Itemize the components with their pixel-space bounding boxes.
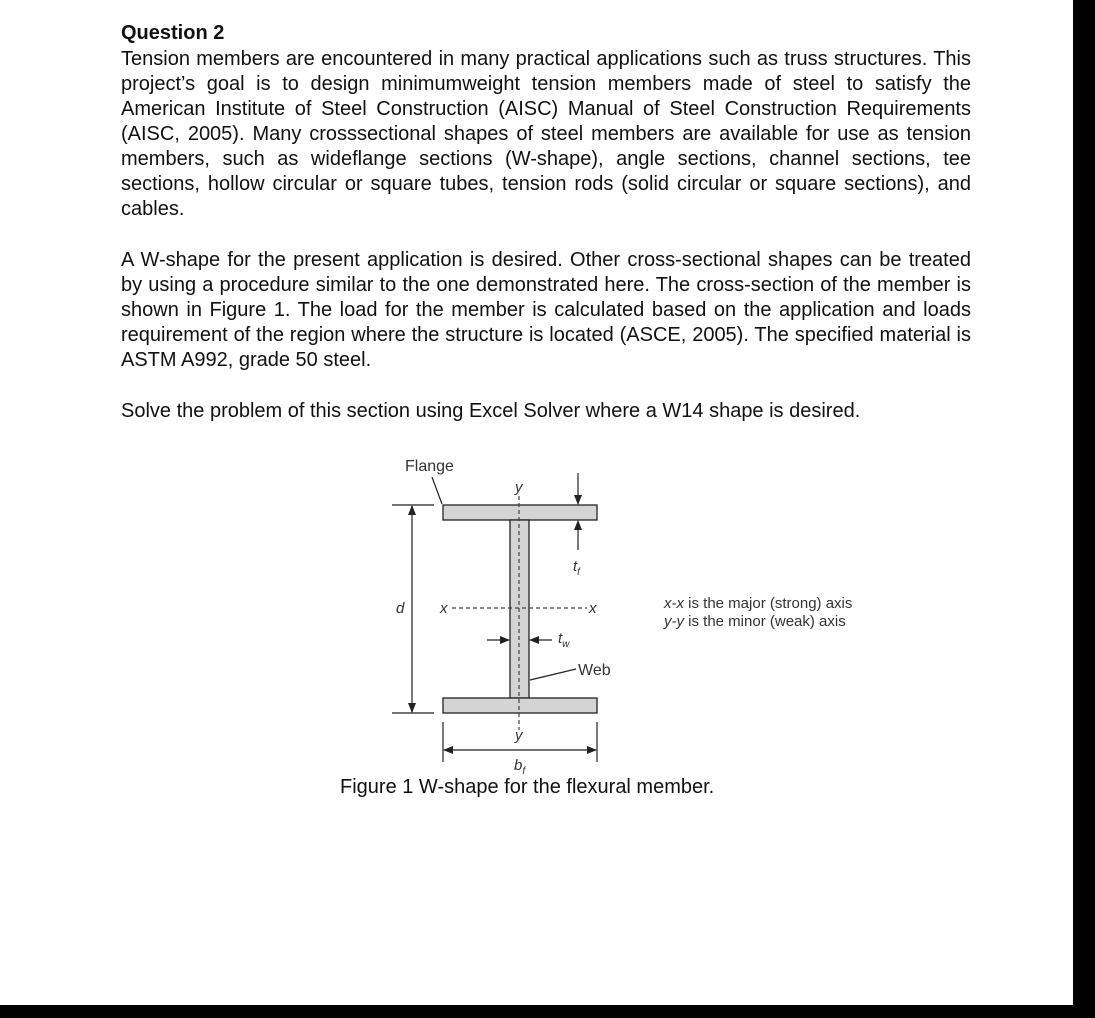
x-label-left: x <box>440 600 448 617</box>
paragraph-w-shape: A W-shape for the present application is desired. Other cross-sectional shapes can be treated by using a procedure similar to the one demonstrated here. The cross-section of the member is shown in Figure 1. The load for the member is calculated based on the application and loads requirement of the region where the structure is located (ASCE, 2005). The specified material is ASTM A992, grade 50 steel. <box>121 249 971 371</box>
paragraph-task: Solve the problem of this section using Excel Solver where a W14 shape is desired. <box>121 400 861 422</box>
web-label: Web <box>578 662 611 679</box>
y-label-bottom: y <box>515 727 523 744</box>
paragraph-intro: Tension members are encountered in many practical applications such as truss structures. This project’s goal is to design minimumweight tension members made of steel to satisfy the American Institute of Steel Construction (AISC) Manual of Steel Construction Requirements (AISC, 2005). Many crosssectional shapes of steel members are available for use as tension members, such as wideflange sections (W-shape), angle sections, channel sections, tee sections, hollow circular or square tubes, tension rods (solid circular or square sections), and cables. <box>121 48 971 220</box>
bf-label: $b_f$ <box>514 757 526 775</box>
w-shape-figure <box>380 440 920 775</box>
figure-caption: Figure 1 W-shape for the flexural member. <box>340 776 715 798</box>
bottom-flange <box>443 698 597 713</box>
flange-label: Flange <box>405 458 454 475</box>
tf-label: $t_f$ <box>573 558 580 578</box>
i-beam-section <box>443 505 597 713</box>
question-title: Question 2 <box>121 22 225 44</box>
top-flange <box>443 505 597 520</box>
major-axis-note: x-x is the major (strong) axis <box>664 595 853 612</box>
tw-label: $t_w$ <box>558 630 570 650</box>
minor-axis-note: y-y is the minor (weak) axis <box>664 613 846 630</box>
d-label: d <box>396 600 405 617</box>
y-label-top: y <box>515 479 523 496</box>
x-label-right: x <box>589 600 597 617</box>
